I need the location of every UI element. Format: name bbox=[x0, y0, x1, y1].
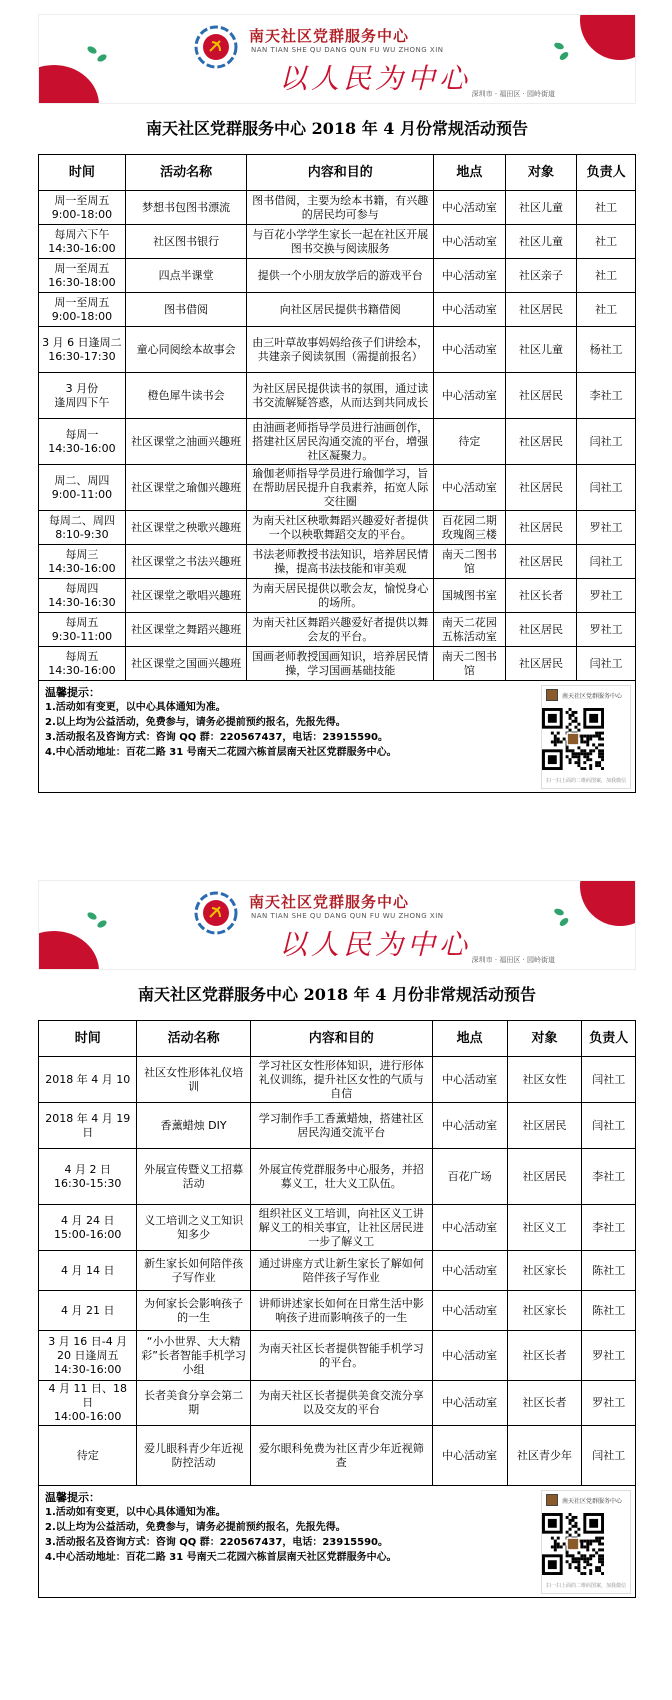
cell-desc: 讲师讲述家长如何在日常生活中影响孩子进而影响孩子的一生 bbox=[250, 1291, 432, 1331]
cell-name: 社区课堂之油画兴趣班 bbox=[125, 419, 247, 465]
cell-name: 为何家长会影响孩子的一生 bbox=[137, 1291, 250, 1331]
cell-name: 长者美食分享会第二期 bbox=[137, 1381, 250, 1426]
cell-place: 中心活动室 bbox=[432, 1291, 507, 1331]
column-header: 内容和目的 bbox=[247, 155, 434, 191]
leaf-icon bbox=[553, 907, 564, 916]
column-header: 内容和目的 bbox=[250, 1021, 432, 1057]
decor-red-corner bbox=[580, 880, 636, 926]
cell-target: 社区居民 bbox=[507, 1149, 582, 1205]
cell-target: 社区长者 bbox=[507, 1331, 582, 1381]
cell-desc: 外展宣传党群服务中心服务，并招募义工，壮大义工队伍。 bbox=[250, 1149, 432, 1205]
cell-place: 中心活动室 bbox=[434, 293, 506, 327]
cell-place: 中心活动室 bbox=[434, 327, 506, 373]
tips-box bbox=[38, 681, 636, 793]
cell-name: 义工培训之义工知识知多少 bbox=[137, 1205, 250, 1251]
cell-time: 每周五 14:30-16:00 bbox=[39, 647, 126, 681]
cell-time: 3 月 6 日逢周二 16:30-17:30 bbox=[39, 327, 126, 373]
cell-time: 每周二、周四 8:10-9:30 bbox=[39, 511, 126, 545]
cell-place: 中心活动室 bbox=[432, 1057, 507, 1103]
cell-place: 中心活动室 bbox=[434, 373, 506, 419]
cell-owner: 闫社工 bbox=[582, 1426, 636, 1486]
location-text: 深圳市 · 福田区 · 园岭街道 bbox=[471, 90, 555, 98]
cell-owner: 闫社工 bbox=[582, 1057, 636, 1103]
leaf-icon bbox=[96, 919, 108, 929]
cell-place: 南天二花园五栋活动室 bbox=[434, 613, 506, 647]
cell-target: 社区儿童 bbox=[505, 225, 577, 259]
tips-line: 2.以上均为公益活动，免费参与，请务必提前预约报名，先报先得。 bbox=[45, 1522, 346, 1533]
cell-name: 社区图书银行 bbox=[125, 225, 247, 259]
table-row bbox=[39, 1205, 636, 1251]
cell-desc: 为南天社区秧歌舞蹈兴趣爱好者提供一个以秧歌舞蹈交友的平台。 bbox=[247, 511, 434, 545]
cell-name: 社区课堂之歌唱兴趣班 bbox=[125, 579, 247, 613]
table-row bbox=[39, 1331, 636, 1381]
column-header: 活动名称 bbox=[137, 1021, 250, 1057]
table-header-row bbox=[39, 1021, 636, 1057]
cell-desc: 书法老师教授书法知识，培养居民情操，提高书法技能和审美观 bbox=[247, 545, 434, 579]
tips-line: 1.活动如有变更，以中心具体通知为准。 bbox=[45, 702, 226, 713]
cell-name: 图书借阅 bbox=[125, 293, 247, 327]
cell-target: 社区居民 bbox=[505, 293, 577, 327]
tips-title: 温馨提示： bbox=[45, 686, 100, 699]
tips-line: 1.活动如有变更，以中心具体通知为准。 bbox=[45, 1507, 226, 1518]
cell-time: 4 月 24 日 15:00-16:00 bbox=[39, 1205, 137, 1251]
cell-time: 4 月 2 日 16:30-15:30 bbox=[39, 1149, 137, 1205]
special-activities-table bbox=[38, 1020, 636, 1486]
decor-red-corner bbox=[38, 65, 99, 104]
org-pinyin: NAN TIAN SHE QU DANG QUN FU WU ZHONG XIN bbox=[251, 912, 444, 920]
cell-desc: 瑜伽老师指导学员进行瑜伽学习，旨在帮助居民提升自我素养，拓宽人际交往圈 bbox=[247, 465, 434, 511]
cell-desc: 由三叶草故事妈妈给孩子们讲绘本，共建亲子阅读氛围（需提前报名） bbox=[247, 327, 434, 373]
qr-account-name: 南天社区党群服务中心 bbox=[562, 692, 623, 700]
cell-desc: 由油画老师指导学员进行油画创作，搭建社区居民沟通交流的平台，增强社区凝聚力。 bbox=[247, 419, 434, 465]
cell-desc: 为南天社区长者提供智能手机学习的平台。 bbox=[250, 1331, 432, 1381]
table-row bbox=[39, 1426, 636, 1486]
cell-time: 周二、周四 9:00-11:00 bbox=[39, 465, 126, 511]
cell-target: 社区居民 bbox=[505, 419, 577, 465]
cell-time: 每周四 14:30-16:30 bbox=[39, 579, 126, 613]
cell-place: 中心活动室 bbox=[434, 259, 506, 293]
cell-place: 中心活动室 bbox=[434, 225, 506, 259]
party-emblem-icon bbox=[194, 891, 238, 935]
cell-name: 橙色犀牛读书会 bbox=[125, 373, 247, 419]
tips-title: 温馨提示： bbox=[45, 1491, 100, 1504]
cell-time: 周一至周五 16:30-18:00 bbox=[39, 259, 126, 293]
cell-target: 社区女性 bbox=[507, 1057, 582, 1103]
party-emblem-icon bbox=[194, 25, 238, 69]
cell-time: 每周三 14:30-16:00 bbox=[39, 545, 126, 579]
cell-time: 每周五 9:30-11:00 bbox=[39, 613, 126, 647]
column-header: 时间 bbox=[39, 1021, 137, 1057]
cell-name: 社区课堂之国画兴趣班 bbox=[125, 647, 247, 681]
cell-desc: 学习制作手工香薰蜡烛，搭建社区居民沟通交流平台 bbox=[250, 1103, 432, 1149]
cell-target: 社区居民 bbox=[505, 613, 577, 647]
account-avatar bbox=[546, 1494, 558, 1506]
cell-desc: 为南天居民提供以歌会友，愉悦身心的场所。 bbox=[247, 579, 434, 613]
table-row bbox=[39, 293, 636, 327]
tips-line: 4.中心活动地址：百花二路 31 号南天二花园六栋首层南天社区党群服务中心。 bbox=[45, 747, 397, 758]
cell-name: “小小世界、大大精彩”长者智能手机学习小组 bbox=[137, 1331, 250, 1381]
cell-target: 社区居民 bbox=[505, 465, 577, 511]
cell-desc: 图书借阅，主要为绘本书籍，有兴趣的居民均可参与 bbox=[247, 191, 434, 225]
cell-target: 社区亲子 bbox=[505, 259, 577, 293]
table-row bbox=[39, 579, 636, 613]
cell-target: 社区居民 bbox=[505, 647, 577, 681]
qr-caption: 扫一扫上面的二维码图案，加我微信 bbox=[545, 1583, 626, 1589]
cell-place: 国城图书室 bbox=[434, 579, 506, 613]
qr-account-name: 南天社区党群服务中心 bbox=[562, 1497, 623, 1505]
table-row bbox=[39, 465, 636, 511]
cell-place: 中心活动室 bbox=[432, 1331, 507, 1381]
cell-target: 社区居民 bbox=[505, 545, 577, 579]
cell-name: 爱儿眼科青少年近视防控活动 bbox=[137, 1426, 250, 1486]
cell-owner: 闫社工 bbox=[577, 647, 636, 681]
cell-place: 南天二图书馆 bbox=[434, 647, 506, 681]
table-row bbox=[39, 419, 636, 465]
cell-name: 社区女性形体礼仪培训 bbox=[137, 1057, 250, 1103]
account-avatar bbox=[546, 689, 558, 701]
cell-owner: 社工 bbox=[577, 191, 636, 225]
cell-owner: 社工 bbox=[577, 225, 636, 259]
cell-owner: 李社工 bbox=[577, 373, 636, 419]
table-row bbox=[39, 327, 636, 373]
table-header-row bbox=[39, 155, 636, 191]
cell-name: 四点半课堂 bbox=[125, 259, 247, 293]
cell-place: 待定 bbox=[434, 419, 506, 465]
leaf-icon bbox=[558, 50, 570, 61]
table-row bbox=[39, 1103, 636, 1149]
cell-place: 中心活动室 bbox=[432, 1426, 507, 1486]
wechat-qr-card[interactable] bbox=[541, 1490, 631, 1594]
cell-place: 百花园二期玫瑰阁三楼 bbox=[434, 511, 506, 545]
org-pinyin: NAN TIAN SHE QU DANG QUN FU WU ZHONG XIN bbox=[251, 46, 444, 54]
table-row bbox=[39, 1381, 636, 1426]
column-header: 对象 bbox=[507, 1021, 582, 1057]
cell-desc: 国画老师教授国画知识，培养居民情操，学习国画基础技能 bbox=[247, 647, 434, 681]
header-banner bbox=[38, 880, 636, 970]
cell-owner: 杨社工 bbox=[577, 327, 636, 373]
cell-time: 2018 年 4 月 10 bbox=[39, 1057, 137, 1103]
cell-owner: 陈社工 bbox=[582, 1291, 636, 1331]
cell-desc: 为南天社区舞蹈兴趣爱好者提供以舞会友的平台。 bbox=[247, 613, 434, 647]
column-header: 负责人 bbox=[577, 155, 636, 191]
table-row bbox=[39, 613, 636, 647]
qr-code-icon[interactable] bbox=[542, 1513, 604, 1575]
cell-place: 中心活动室 bbox=[432, 1205, 507, 1251]
tips-box bbox=[38, 1486, 636, 1598]
cell-target: 社区儿童 bbox=[505, 191, 577, 225]
cell-target: 社区义工 bbox=[507, 1205, 582, 1251]
column-header: 对象 bbox=[505, 155, 577, 191]
leaf-icon bbox=[558, 916, 570, 927]
table-row bbox=[39, 647, 636, 681]
cell-desc: 组织社区义工培训，向社区义工讲解义工的相关事宜，让社区居民进一步了解义工 bbox=[250, 1205, 432, 1251]
page-title: 南天社区党群服务中心 2018 年 4 月份常规活动预告 bbox=[146, 119, 528, 138]
cell-desc: 与百花小学学生家长一起在社区开展图书交换与阅读服务 bbox=[247, 225, 434, 259]
cell-target: 社区居民 bbox=[505, 373, 577, 419]
table-row bbox=[39, 373, 636, 419]
cell-desc: 为南天社区长者提供美食交流分享以及交友的平台 bbox=[250, 1381, 432, 1426]
cell-place: 中心活动室 bbox=[432, 1251, 507, 1291]
regular-activities-table bbox=[38, 154, 636, 681]
cell-time: 3 月份 逢周四下午 bbox=[39, 373, 126, 419]
cell-time: 2018 年 4 月 19 日 bbox=[39, 1103, 137, 1149]
regular-activities-section bbox=[38, 14, 636, 793]
cell-time: 4 月 11 日、18 日 14:00-16:00 bbox=[39, 1381, 137, 1426]
column-header: 地点 bbox=[434, 155, 506, 191]
leaf-icon bbox=[553, 41, 564, 50]
cell-name: 香薰蜡烛 DIY bbox=[137, 1103, 250, 1149]
cell-owner: 罗社工 bbox=[582, 1381, 636, 1426]
cell-owner: 闫社工 bbox=[582, 1103, 636, 1149]
cell-target: 社区居民 bbox=[507, 1103, 582, 1149]
cell-time: 待定 bbox=[39, 1426, 137, 1486]
cell-owner: 陈社工 bbox=[582, 1251, 636, 1291]
cell-name: 童心同阅绘本故事会 bbox=[125, 327, 247, 373]
cell-owner: 闫社工 bbox=[577, 465, 636, 511]
cell-name: 梦想书包图书漂流 bbox=[125, 191, 247, 225]
cell-place: 中心活动室 bbox=[432, 1381, 507, 1426]
cell-place: 中心活动室 bbox=[432, 1103, 507, 1149]
cell-name: 社区课堂之秧歌兴趣班 bbox=[125, 511, 247, 545]
qr-caption: 扫一扫上面的二维码图案，加我微信 bbox=[545, 778, 626, 784]
tips-line: 4.中心活动地址：百花二路 31 号南天二花园六栋首层南天社区党群服务中心。 bbox=[45, 1552, 397, 1563]
cell-target: 社区儿童 bbox=[505, 327, 577, 373]
cell-name: 社区课堂之舞蹈兴趣班 bbox=[125, 613, 247, 647]
cell-desc: 向社区居民提供书籍借阅 bbox=[247, 293, 434, 327]
cell-place: 中心活动室 bbox=[434, 465, 506, 511]
tips-line: 3.活动报名及咨询方式：咨询 QQ 群：220567437，电话：23915590。 bbox=[45, 1537, 389, 1548]
cell-time: 每周一 14:30-16:00 bbox=[39, 419, 126, 465]
cell-desc: 爱尔眼科免费为社区青少年近视筛查 bbox=[250, 1426, 432, 1486]
table-row bbox=[39, 191, 636, 225]
cell-desc: 提供一个小朋友放学后的游戏平台 bbox=[247, 259, 434, 293]
cell-owner: 李社工 bbox=[582, 1205, 636, 1251]
cell-time: 4 月 21 日 bbox=[39, 1291, 137, 1331]
cell-name: 社区课堂之瑜伽兴趣班 bbox=[125, 465, 247, 511]
leaf-icon bbox=[96, 53, 108, 63]
org-name: 南天社区党群服务中心 bbox=[249, 893, 410, 911]
table-row bbox=[39, 1149, 636, 1205]
cell-owner: 罗社工 bbox=[577, 579, 636, 613]
cell-target: 社区长者 bbox=[505, 579, 577, 613]
column-header: 活动名称 bbox=[125, 155, 247, 191]
slogan: 以人民为中心 bbox=[279, 62, 472, 95]
table-row bbox=[39, 1057, 636, 1103]
cell-owner: 闫社工 bbox=[577, 545, 636, 579]
cell-time: 4 月 14 日 bbox=[39, 1251, 137, 1291]
decor-red-corner bbox=[580, 14, 636, 60]
column-header: 负责人 bbox=[582, 1021, 636, 1057]
cell-time: 每周六下午 14:30-16:00 bbox=[39, 225, 126, 259]
header-banner bbox=[38, 14, 636, 104]
cell-owner: 罗社工 bbox=[577, 511, 636, 545]
cell-owner: 闫社工 bbox=[577, 419, 636, 465]
decor-red-corner bbox=[38, 931, 99, 970]
cell-target: 社区家长 bbox=[507, 1251, 582, 1291]
table-row bbox=[39, 225, 636, 259]
cell-place: 南天二图书馆 bbox=[434, 545, 506, 579]
page-title: 南天社区党群服务中心 2018 年 4 月份非常规活动预告 bbox=[138, 985, 536, 1004]
tips-line: 3.活动报名及咨询方式：咨询 QQ 群：220567437，电话：23915590。 bbox=[45, 732, 389, 743]
table-row bbox=[39, 1291, 636, 1331]
leaf-icon bbox=[86, 45, 98, 55]
table-row bbox=[39, 511, 636, 545]
cell-desc: 为社区居民提供读书的氛围，通过读书交流解疑答惑，从而达到共同成长 bbox=[247, 373, 434, 419]
cell-owner: 社工 bbox=[577, 259, 636, 293]
table-row bbox=[39, 545, 636, 579]
cell-owner: 社工 bbox=[577, 293, 636, 327]
cell-place: 百花广场 bbox=[432, 1149, 507, 1205]
qr-code-icon[interactable] bbox=[542, 708, 604, 770]
cell-desc: 通过讲座方式让新生家长了解如何陪伴孩子写作业 bbox=[250, 1251, 432, 1291]
tips-line: 2.以上均为公益活动，免费参与，请务必提前预约报名，先报先得。 bbox=[45, 717, 346, 728]
table-row bbox=[39, 1251, 636, 1291]
table-row bbox=[39, 259, 636, 293]
cell-desc: 学习社区女性形体知识，进行形体礼仪训练，提升社区女性的气质与自信 bbox=[250, 1057, 432, 1103]
column-header: 时间 bbox=[39, 155, 126, 191]
cell-time: 周一至周五 9:00-18:00 bbox=[39, 293, 126, 327]
location-text: 深圳市 · 福田区 · 园岭街道 bbox=[471, 956, 555, 964]
cell-target: 社区青少年 bbox=[507, 1426, 582, 1486]
cell-target: 社区长者 bbox=[507, 1381, 582, 1426]
org-name: 南天社区党群服务中心 bbox=[249, 27, 410, 45]
cell-time: 周一至周五 9:00-18:00 bbox=[39, 191, 126, 225]
cell-name: 社区课堂之书法兴趣班 bbox=[125, 545, 247, 579]
slogan: 以人民为中心 bbox=[279, 928, 472, 961]
cell-target: 社区家长 bbox=[507, 1291, 582, 1331]
column-header: 地点 bbox=[432, 1021, 507, 1057]
cell-place: 中心活动室 bbox=[434, 191, 506, 225]
cell-owner: 罗社工 bbox=[582, 1331, 636, 1381]
wechat-qr-card[interactable] bbox=[541, 685, 631, 789]
cell-owner: 李社工 bbox=[582, 1149, 636, 1205]
cell-owner: 罗社工 bbox=[577, 613, 636, 647]
special-activities-section bbox=[38, 880, 636, 1598]
cell-target: 社区居民 bbox=[505, 511, 577, 545]
cell-name: 外展宣传暨义工招募活动 bbox=[137, 1149, 250, 1205]
cell-time: 3 月 16 日-4 月 20 日逢周五 14:30-16:00 bbox=[39, 1331, 137, 1381]
leaf-icon bbox=[86, 911, 98, 921]
cell-name: 新生家长如何陪伴孩子写作业 bbox=[137, 1251, 250, 1291]
